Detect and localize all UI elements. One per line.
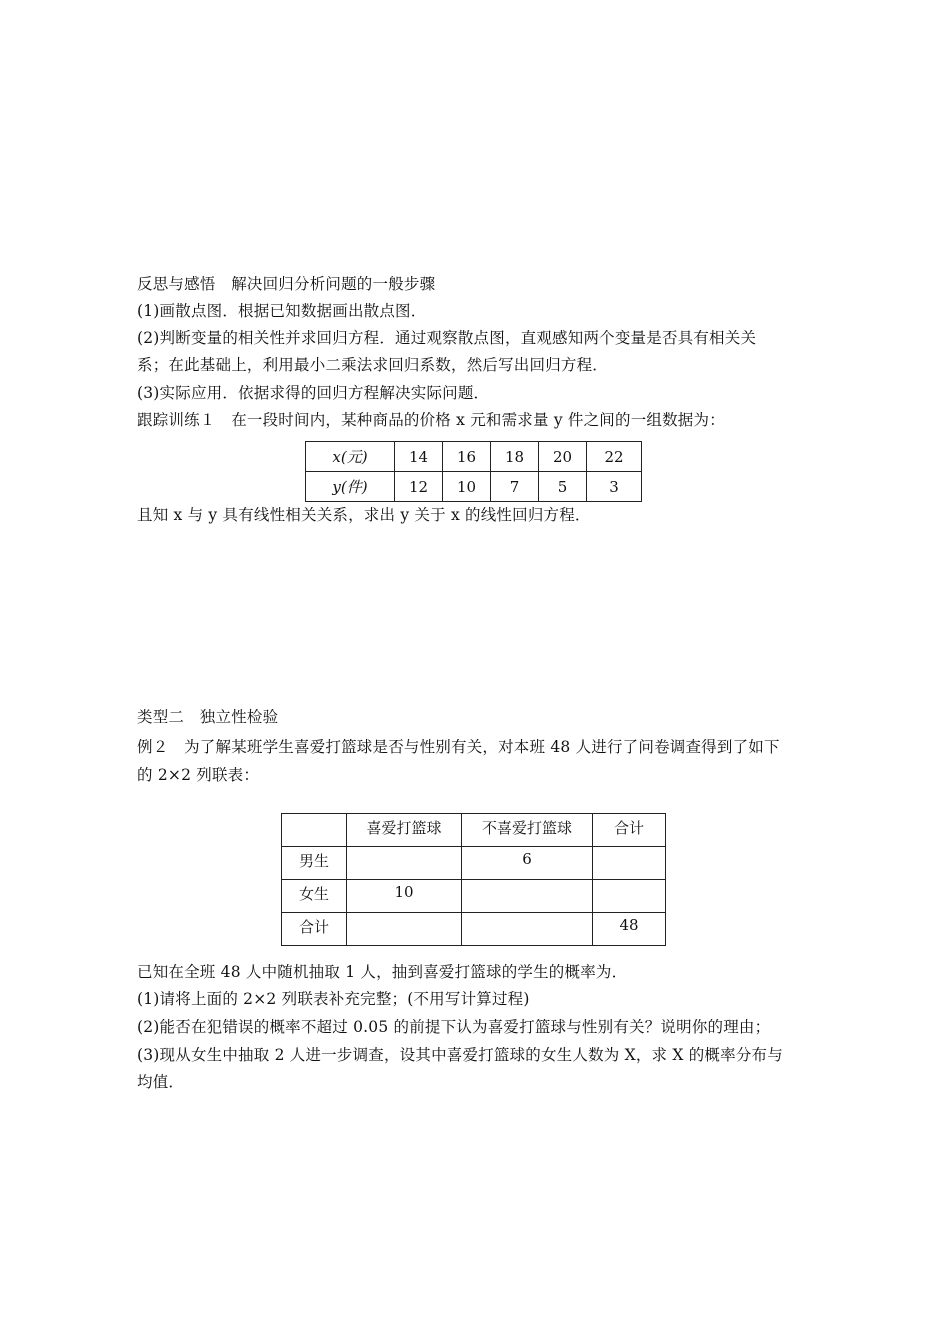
price-demand-table [305,441,642,502]
table-row [282,880,666,913]
table-cell: 男生 [282,847,347,880]
question-1: (1)请将上面的 2×2 列联表补充完整；(不用写计算过程) [137,990,530,1008]
table-cell [593,847,666,880]
question-3-line-2: 均值． [137,1073,185,1091]
reflection-step-1: (1)画散点图．根据已知数据画出散点图． [137,302,427,320]
question-3-line-1: (3)现从女生中抽取 2 人进一步调查，设其中喜爱打篮球的女生人数为 X，求 X 的概率分布与 [137,1046,783,1064]
question-2: (2)能否在犯错误的概率不超过 0.05 的前提下认为喜爱打篮球与性别有关？说明你的理由； [137,1018,771,1036]
table-cell: 女生 [282,880,347,913]
reflection-step-3: (3)实际应用．依据求得的回归方程解决实际问题． [137,384,490,402]
row-label-x: x(元) [306,442,395,472]
table-cell: 6 [462,847,593,880]
reflection-heading: 反思与感悟 解决回归分析问题的一般步骤 [137,275,436,293]
table-cell [347,913,462,946]
table-header-cell: 不喜爱打篮球 [462,814,593,847]
table-cell: 14 [395,442,443,472]
section-2-heading: 类型二 独立性检验 [137,708,279,726]
row-label-y: y(件) [306,472,395,502]
given-statement: 已知在全班 48 人中随机抽取 1 人，抽到喜爱打篮球的学生的概率为． [137,963,628,981]
table-header-cell: 合计 [593,814,666,847]
table-row [282,913,666,946]
table-cell: 7 [491,472,539,502]
table-cell [347,847,462,880]
table-cell [462,880,593,913]
contingency-table [281,813,666,946]
exercise-1-question: 且知 x 与 y 具有线性相关关系，求出 y 关于 x 的线性回归方程． [137,506,591,524]
table-header-cell [282,814,347,847]
table-header-cell: 喜爱打篮球 [347,814,462,847]
table-cell: 合计 [282,913,347,946]
table-row [306,442,642,472]
table-cell: 16 [443,442,491,472]
table-row [306,472,642,502]
table-cell: 20 [539,442,587,472]
table-cell [462,913,593,946]
table-cell: 48 [593,913,666,946]
table-cell: 10 [347,880,462,913]
table-cell: 10 [443,472,491,502]
example-2-line-2: 的 2×2 列联表： [137,766,260,784]
table-cell [593,880,666,913]
example-2-line-1: 例２ 为了解某班学生喜爱打篮球是否与性别有关，对本班 48 人进行了问卷调查得到了如下 [137,738,780,756]
table-cell: 5 [539,472,587,502]
table-row [282,847,666,880]
exercise-1-intro: 跟踪训练１ 在一段时间内，某种商品的价格 x 元和需求量 y 件之间的一组数据为： [137,411,725,429]
table-cell: 18 [491,442,539,472]
table-cell: 3 [587,472,642,502]
table-header-row [282,814,666,847]
table-cell: 22 [587,442,642,472]
table-cell: 12 [395,472,443,502]
reflection-step-2-line-1: (2)判断变量的相关性并求回归方程．通过观察散点图，直观感知两个变量是否具有相关关 [137,329,757,347]
reflection-step-2-line-2: 系；在此基础上，利用最小二乘法求回归系数，然后写出回归方程． [137,356,609,374]
